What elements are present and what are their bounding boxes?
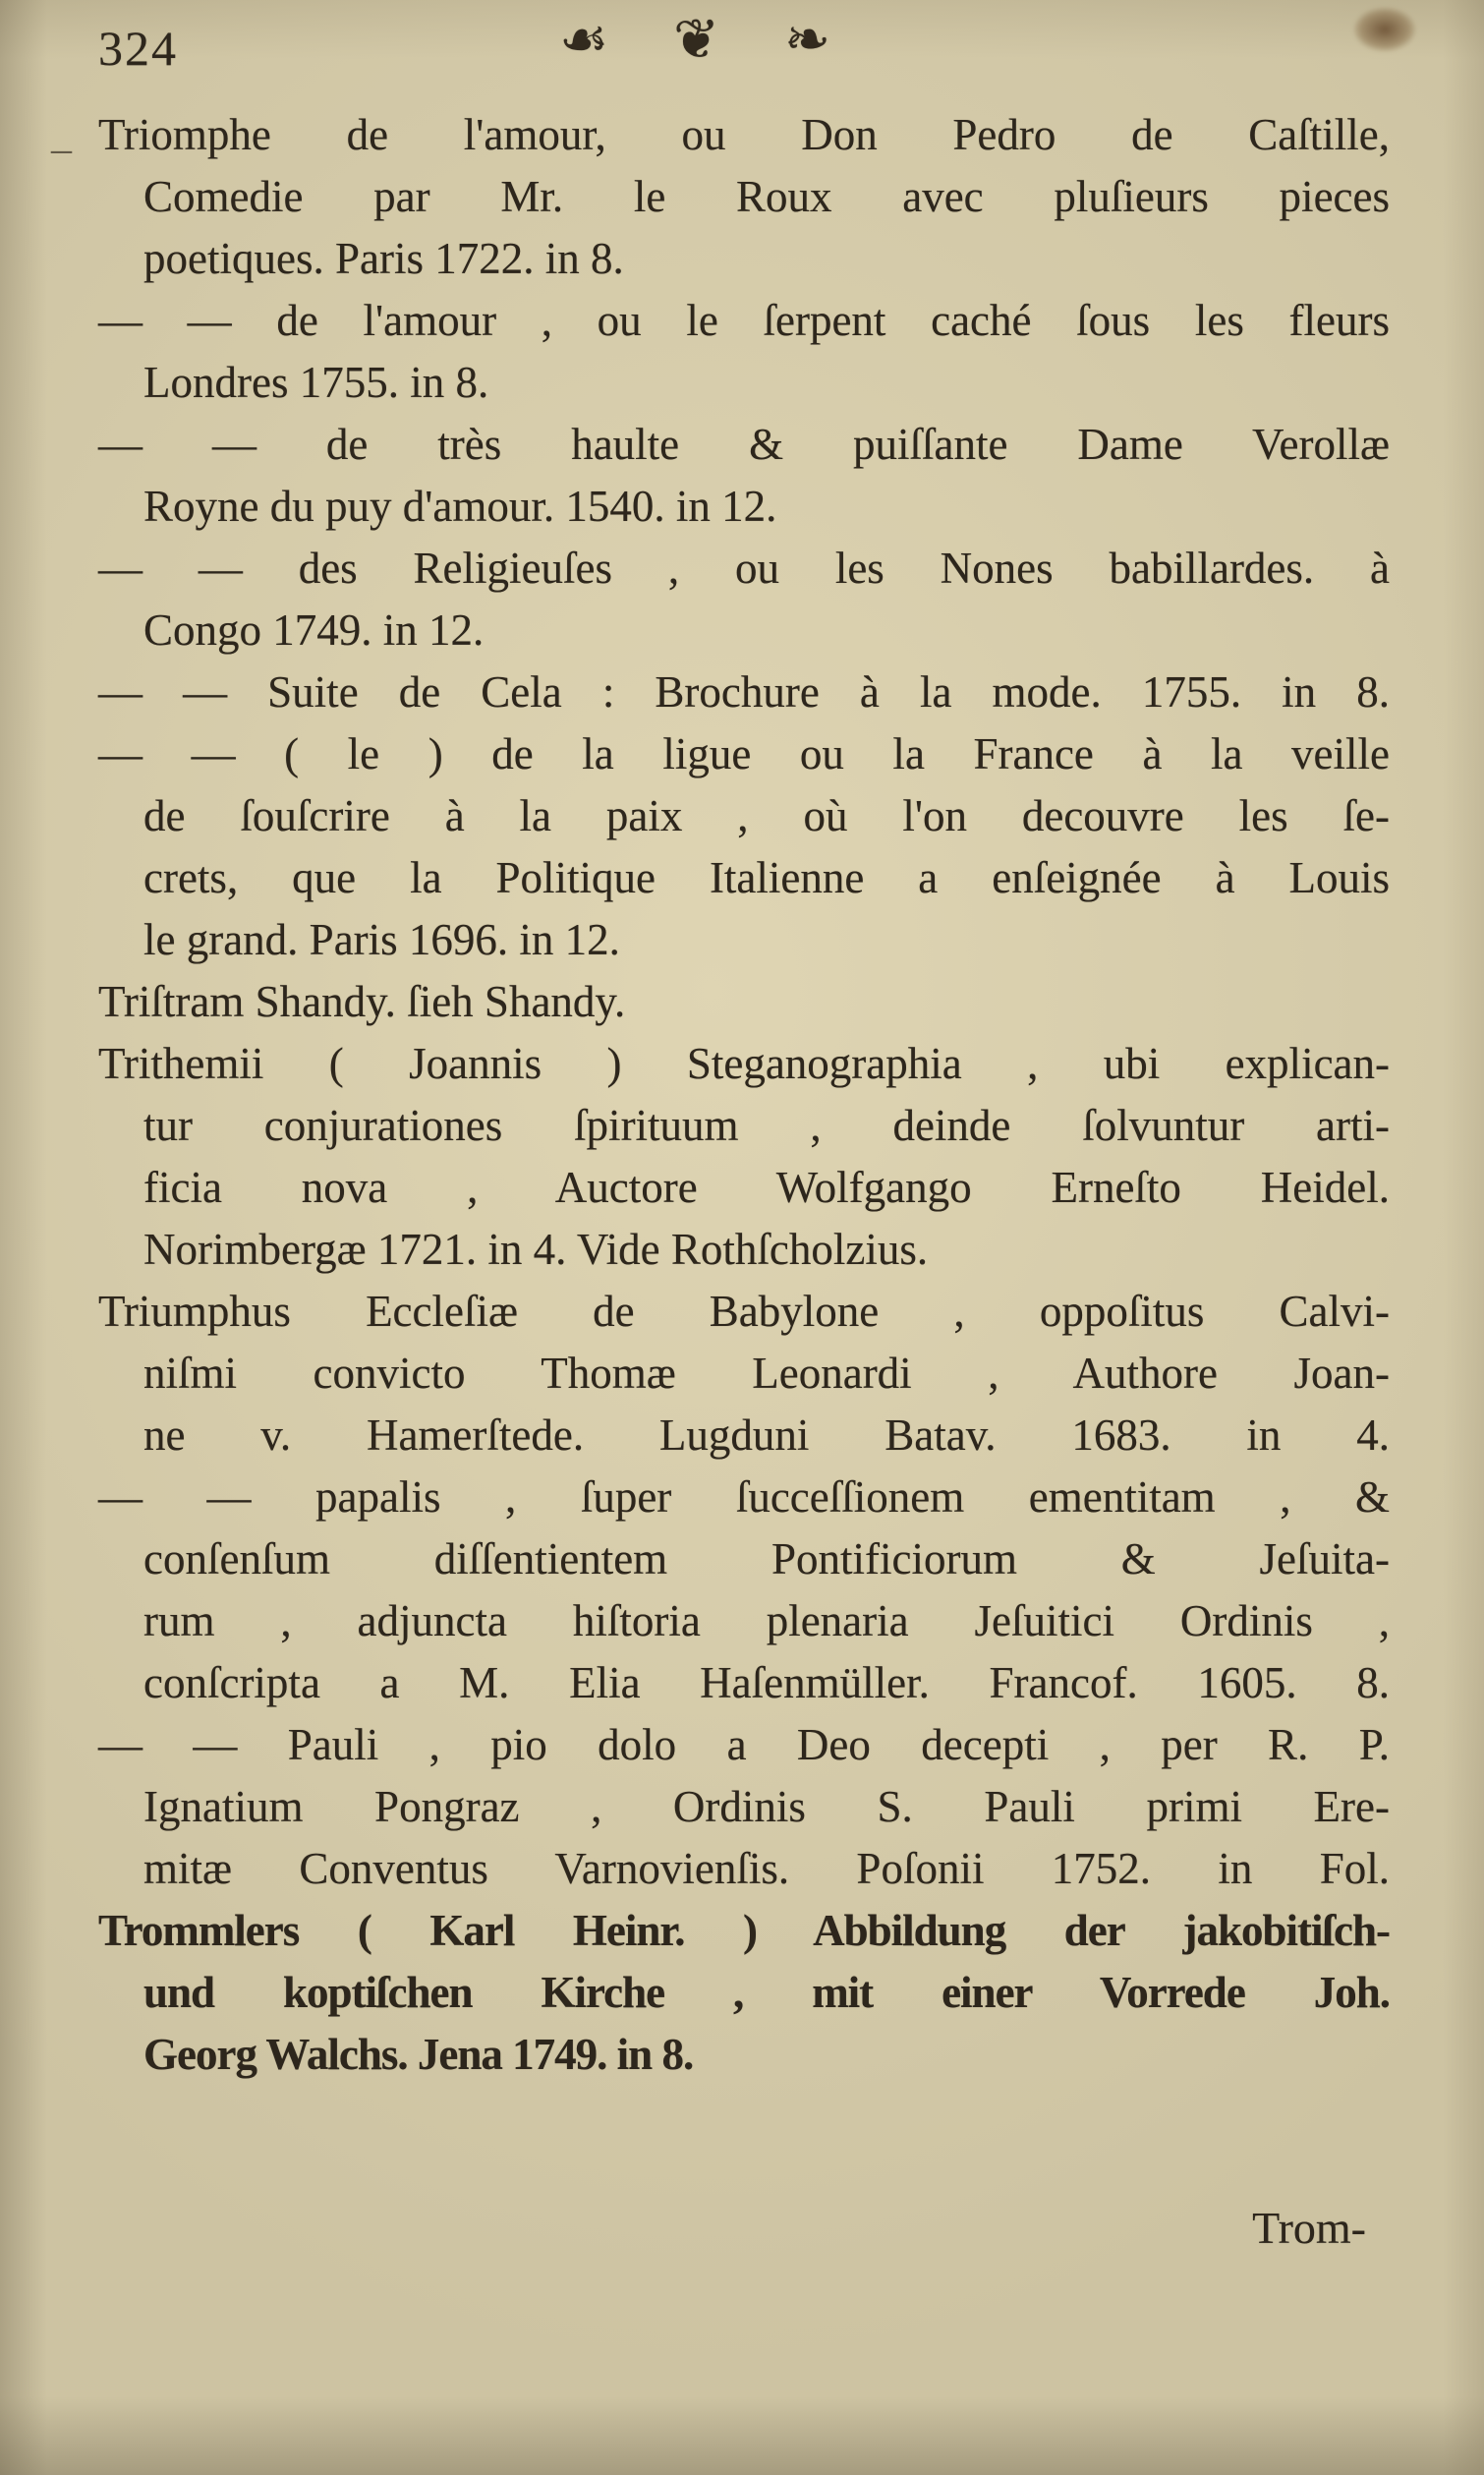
text-line: conſcripta a M. Elia Haſenmüller. Francof. 1605. 8. — [143, 1658, 1390, 1707]
page-number: 324 — [98, 21, 178, 76]
text-block — [98, 104, 1390, 2086]
fleuron-icon: ☙ — [558, 10, 635, 71]
text-line: — — des Religieuſes , ou les Nones babillardes. à — [98, 544, 1390, 593]
entry — [98, 971, 1390, 1033]
text-line: und koptiſchen Kirche , mit einer Vorrede Joh. — [143, 1968, 1390, 2017]
text-line: Congo 1749. in 12. — [143, 605, 485, 655]
text-line: le grand. Paris 1696. in 12. — [143, 915, 620, 964]
entry — [98, 1714, 1390, 1900]
text-line: poetiques. Paris 1722. in 8. — [143, 234, 624, 283]
entry — [98, 662, 1390, 723]
text-line: — — de l'amour , ou le ſerpent caché ſous les fleurs — [98, 296, 1390, 345]
entry — [98, 290, 1390, 414]
text-line: — — de très haulte & puiſſante Dame Verollæ — [98, 420, 1390, 469]
text-line: ne v. Hamerſtede. Lugduni Batav. 1683. in 4. — [143, 1410, 1390, 1460]
entry — [98, 414, 1390, 538]
entry — [98, 1281, 1390, 1467]
entry — [98, 104, 1390, 290]
text-line: rum , adjuncta hiſtoria plenaria Jeſuitici Ordinis , — [143, 1596, 1390, 1645]
entry — [98, 538, 1390, 662]
text-line: Georg Walchs. Jena 1749. in 8. — [143, 2030, 694, 2079]
text-line: Triſtram Shandy. ſieh Shandy. — [98, 977, 626, 1026]
entry — [98, 1467, 1390, 1714]
text-line: Londres 1755. in 8. — [143, 358, 489, 407]
text-line: tur conjurationes ſpirituum , deinde ſolvuntur arti- — [143, 1101, 1390, 1150]
catchword: Trom- — [1252, 2203, 1366, 2253]
text-line: — — papalis , ſuper ſucceſſionem ementitam , & — [98, 1472, 1390, 1522]
text-line: ficia nova , Auctore Wolfgango Erneſto Heidel. — [143, 1163, 1390, 1212]
text-line: conſenſum diſſentientem Pontificiorum & Jeſuita- — [143, 1534, 1390, 1583]
margin-mark: – — [51, 127, 72, 172]
text-line: Triomphe de l'amour, ou Don Pedro de Caſtille, — [98, 110, 1390, 159]
text-line: — — ( le ) de la ligue ou la France à la veille — [98, 729, 1390, 778]
entry — [98, 723, 1390, 971]
text-line: Ignatium Pongraz , Ordinis S. Pauli primi Ere- — [143, 1782, 1390, 1831]
entry — [98, 1900, 1390, 2086]
text-line: Comedie par Mr. le Roux avec pluſieurs pieces — [143, 172, 1390, 221]
text-line: crets, que la Politique Italienne a enſeignée à Louis — [143, 853, 1390, 902]
fleuron-icon: ❦ — [673, 10, 746, 71]
text-line: Royne du puy d'amour. 1540. in 12. — [143, 482, 777, 531]
header-ornament — [0, 8, 1450, 72]
text-line: Norimbergæ 1721. in 4. Vide Rothſcholzius. — [143, 1225, 929, 1274]
text-line: Triumphus Eccleſiæ de Babylone , oppoſitus Calvi- — [98, 1287, 1390, 1336]
entry — [98, 1033, 1390, 1281]
text-line: de ſouſcrire à la paix , où l'on decouvre les ſe- — [143, 791, 1390, 840]
text-line: mitæ Conventus Varnovienſis. Poſonii 1752. in Fol. — [143, 1844, 1390, 1893]
fleuron-icon: ❧ — [784, 10, 857, 71]
text-line: Trommlers ( Karl Heinr. ) Abbildung der jakobitiſch- — [98, 1906, 1390, 1955]
text-line: Trithemii ( Joannis ) Steganographia , ubi explican- — [98, 1039, 1390, 1088]
text-line: — — Pauli , pio dolo a Deo decepti , per R. P. — [98, 1720, 1390, 1769]
text-line: niſmi convicto Thomæ Leonardi , Authore Joan- — [143, 1349, 1390, 1398]
text-line: — — Suite de Cela : Brochure à la mode. 1755. in 8. — [98, 667, 1390, 717]
